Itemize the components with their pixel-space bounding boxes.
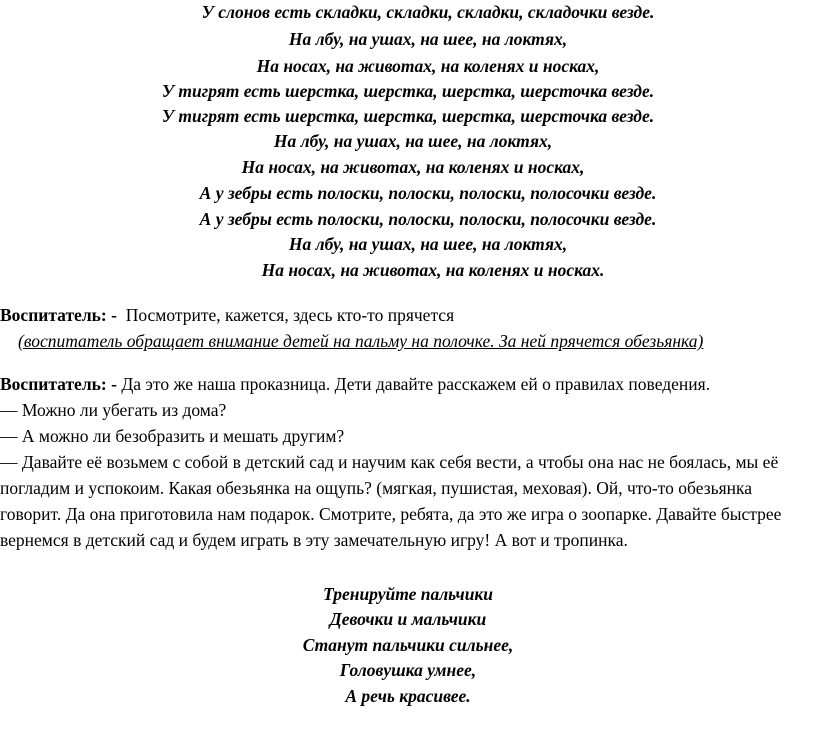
speaker-label: Воспитатель: - <box>0 374 117 394</box>
dialogue-line-3: — Давайте её возьмем с собой в детский сад и научим как себя вести, а чтобы она нас не боялась, мы её погладим и успокоим. Какая обезьянка на ощупь? (мягкая, пушистая, меховая). Ой, что-то обезьянка говорит. Да она приготовила нам подарок. Смотрите, ребята, да это же игра о зоопарке. Давайте быстрее вернемся в детский сад и будем играть в эту замечательную игру! А вот и тропинка. <box>0 452 782 550</box>
verse-line-6: На лбу, на ушах, на шее, на локтях, <box>273 131 553 151</box>
dialogue-line-2: — А можно ли безобразить и мешать другим? <box>0 426 345 446</box>
rhyme-line-4: Головушка умнее, <box>339 660 477 680</box>
dialogue-2-text: Да это же наша проказница. Дети давайте расскажем ей о правилах поведения. <box>121 374 711 394</box>
verse-line-4: У тигрят есть шерстка, шерстка, шерстка, шерсточка везде. <box>161 81 655 101</box>
rhyme-line-1: Тренируйте пальчики <box>322 584 494 604</box>
rhyme-line-5: А речь красивее. <box>345 686 471 706</box>
verse-line-9: А у зебры есть полоски, полоски, полоски, полосочки везде. <box>199 209 657 229</box>
dialogue-line-1: — Можно ли убегать из дома? <box>0 400 227 420</box>
speaker-label: Воспитатель: - <box>0 305 117 325</box>
verse-line-7: На носах, на животах, на коленях и носках, <box>241 157 585 177</box>
dialogue-1-text: Посмотрите, кажется, здесь кто-то прячется <box>125 305 455 325</box>
rhyme-line-2: Девочки и мальчики <box>329 609 487 629</box>
verse-line-5: У тигрят есть шерстка, шерстка, шерстка, шерсточка везде. <box>161 106 655 126</box>
verse-line-1: У слонов есть складки, складки, складки, складочки везде. <box>201 2 655 22</box>
verse-line-10: На лбу, на ушах, на шее, на локтях, <box>288 234 568 254</box>
stage-direction: (воспитатель обращает внимание детей на пальму на полочке. За ней прячется обезьянка) <box>18 331 704 351</box>
verse-line-2: На лбу, на ушах, на шее, на локтях, <box>288 29 568 49</box>
rhyme-line-3: Станут пальчики сильнее, <box>302 635 514 655</box>
dialogue-2 <box>0 372 816 397</box>
verse-line-11: На носах, на животах, на коленях и носках. <box>261 260 605 280</box>
verse-line-8: А у зебры есть полоски, полоски, полоски, полосочки везде. <box>199 183 657 203</box>
verse-line-3: На носах, на животах, на коленях и носках, <box>256 56 600 76</box>
dialogue-lines <box>0 397 806 553</box>
dialogue-1 <box>0 303 816 328</box>
